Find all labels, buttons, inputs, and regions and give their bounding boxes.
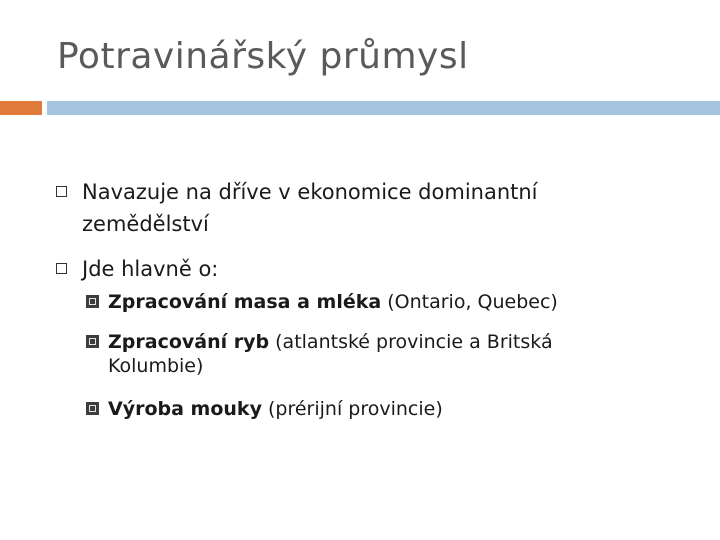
bullet-item [82,253,642,285]
title-accent-bar [0,101,42,115]
checkbox-bullet-icon [56,186,67,197]
sub-bullet-item [108,397,628,421]
sub-bullet-text: (Ontario, Quebec) [381,291,558,313]
slide-title: Potravinářský průmysl [57,36,469,77]
bullet-item [82,176,642,240]
bullet-text: Navazuje na dříve v ekonomice dominantní zemědělství [82,180,538,236]
square-bullet-icon [86,402,99,415]
title-rule-bar [47,101,720,115]
sub-bullet-bold: Výroba mouky [108,398,262,420]
sub-bullet-text: (prérijní provincie) [261,398,443,420]
sub-bullet-item [108,330,588,378]
square-bullet-icon [86,295,99,308]
sub-bullet-text: (atlantské provincie a Britská Kolumbie) [108,331,553,377]
checkbox-bullet-icon [56,263,67,274]
square-bullet-icon [86,335,99,348]
bullet-text: Jde hlavně o: [82,257,219,281]
sub-bullet-bold: Zpracování masa a mléka [108,291,382,313]
sub-bullet-bold: Zpracování ryb [108,331,270,353]
sub-bullet-item [108,290,628,314]
